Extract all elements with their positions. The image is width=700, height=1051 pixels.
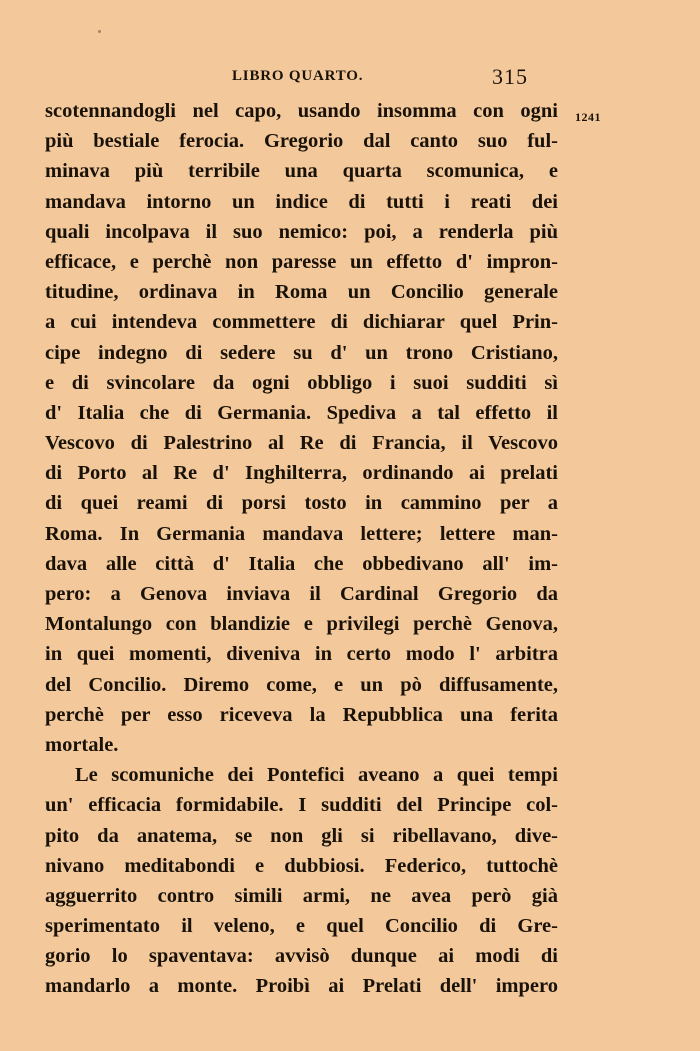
text-line: di quei reami di porsi tosto in cammino per a — [45, 492, 558, 515]
text-line: un' efficacia formidabile. I sudditi del Principe col- — [45, 794, 558, 817]
text-line: titudine, ordinava in Roma un Concilio generale — [45, 281, 558, 304]
paragraph-2 — [45, 760, 558, 1002]
text-line: Vescovo di Palestrino al Re di Francia, il Vescovo — [45, 432, 558, 455]
text-line: di Porto al Re d' Inghilterra, ordinando ai prelati — [45, 462, 558, 485]
paragraph-1 — [45, 96, 558, 760]
text-line: Montalungo con blandizie e privilegi perchè Genova, — [45, 613, 558, 636]
text-line: e di svincolare da ogni obbligo i suoi sudditi sì — [45, 371, 558, 394]
margin-year-note: 1241 — [575, 110, 601, 124]
text-line: mandava intorno un indice di tutti i reati dei — [45, 190, 558, 213]
text-line: mortale. — [45, 733, 119, 756]
running-title: LIBRO QUARTO. — [232, 68, 364, 84]
running-head — [0, 66, 700, 92]
text-line: del Concilio. Diremo come, e un pò diffusamente, — [45, 673, 558, 696]
body-text — [45, 96, 558, 1002]
text-line: pero: a Genova inviava il Cardinal Gregorio da — [45, 583, 558, 605]
text-line: d' Italia che di Germania. Spediva a tal effetto il — [45, 401, 558, 424]
text-line: sperimentato il veleno, e quel Concilio di Gre- — [45, 915, 558, 938]
text-line: agguerrito contro simili armi, ne avea però già — [45, 884, 558, 907]
text-line: minava più terribile una quarta scomunica, e — [45, 160, 558, 183]
text-line: più bestiale ferocia. Gregorio dal canto suo ful- — [45, 130, 558, 153]
text-line: pito da anatema, se non gli si ribellavano, dive- — [45, 824, 558, 847]
text-line: cipe indegno di sedere su d' un trono Cristiano, — [45, 341, 558, 364]
text-line: gorio lo spaventava: avvisò dunque ai modi di — [45, 945, 558, 968]
page-number: 315 — [492, 64, 528, 89]
text-line: perchè per esso riceveva la Repubblica una ferita — [45, 703, 558, 726]
text-line: Le scomuniche dei Pontefici aveano a quei tempi — [75, 764, 558, 787]
text-line: efficace, e perchè non paresse un effetto d' impron- — [45, 250, 558, 273]
text-line: mandarlo a monte. Proibì ai Prelati dell' impero — [45, 975, 558, 998]
paper-speck — [98, 30, 101, 33]
text-line: dava alle città d' Italia che obbedivano all' im- — [45, 552, 558, 575]
text-line: scotennandogli nel capo, usando insomma con ogni — [45, 100, 558, 122]
text-line: nivano meditabondi e dubbiosi. Federico, tuttochè — [45, 854, 558, 877]
text-line: in quei momenti, diveniva in certo modo l' arbitra — [45, 643, 558, 666]
text-line: quali incolpava il suo nemico: poi, a renderla più — [45, 220, 558, 243]
text-line: a cui intendeva commettere di dichiarar quel Prin- — [45, 311, 558, 334]
text-line: Roma. In Germania mandava lettere; lettere man- — [45, 522, 558, 545]
